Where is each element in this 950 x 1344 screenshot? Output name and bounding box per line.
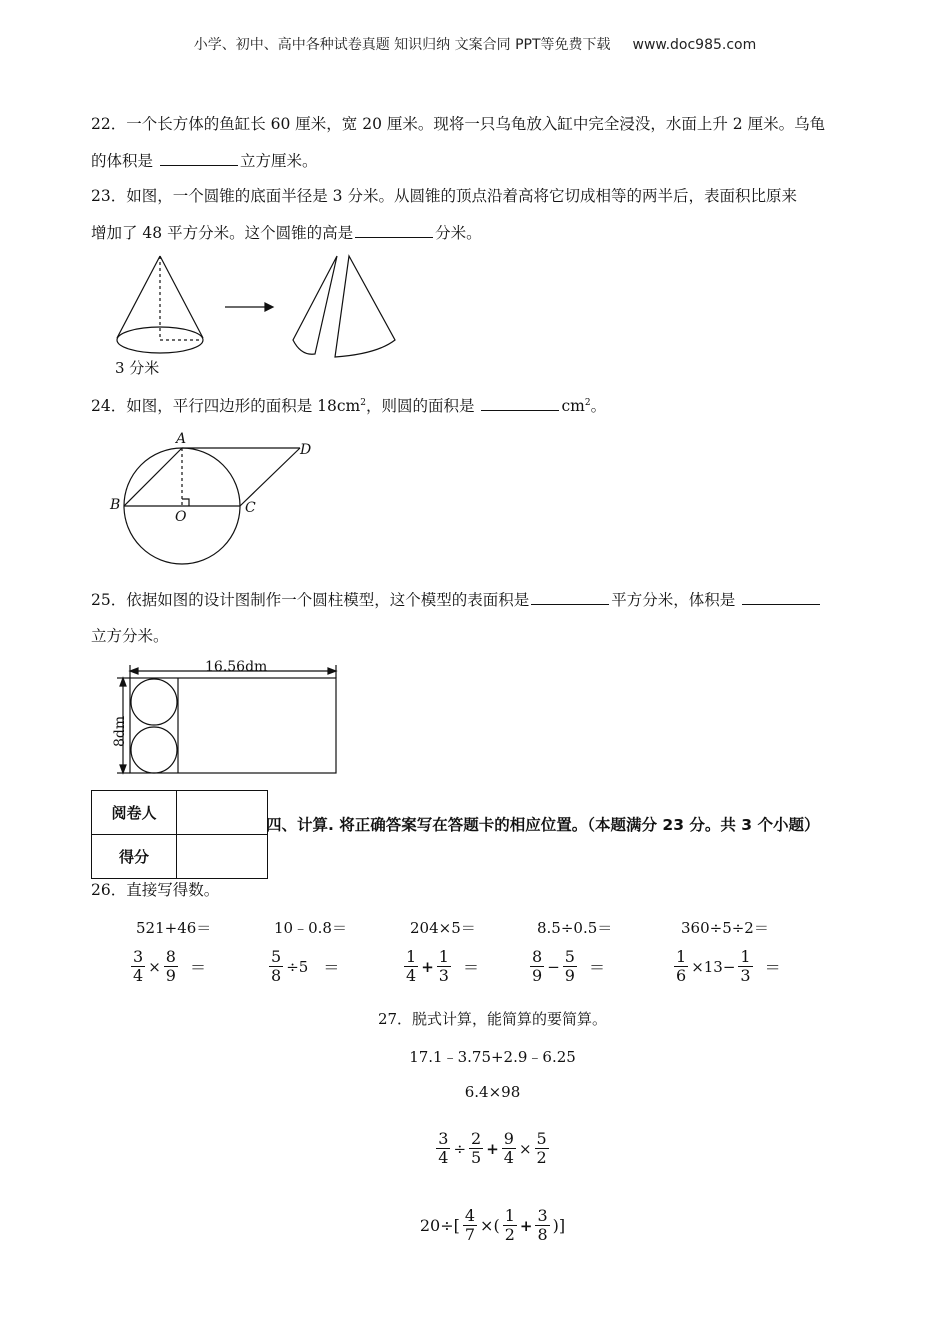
answer-blank-24[interactable] — [481, 396, 559, 411]
q27-expr-3: $\frac{3}{4}$ ÷ $\frac{2}{5}$ + $\frac{9}{4}$ × $\frac{5}{2}$ — [438, 1129, 547, 1167]
question-25-line1 — [91, 590, 822, 610]
dim-arrow-bottom — [120, 765, 126, 773]
label-B: B — [110, 497, 121, 513]
q24-end: 。 — [590, 397, 607, 416]
question-24 — [91, 393, 606, 416]
q26-item-4: 8.5÷0.5＝ — [537, 919, 613, 937]
question-26-title: 26．直接写得数。 — [91, 881, 220, 899]
q24-text: 24．如图，平行四边形的面积是 18cm — [91, 397, 361, 416]
q22-unit: 立方厘米。 — [239, 152, 318, 170]
answer-blank-25b[interactable] — [742, 590, 820, 605]
q24-sup: 2 — [360, 398, 366, 408]
cone-right-edge — [160, 256, 203, 338]
height-label: 8dm — [112, 715, 128, 747]
label-A: A — [176, 431, 187, 447]
q27-expr-4: 20÷[ $\frac{4}{7}$ ×( $\frac{1}{2}$ + $\frac{3}{8}$ )] — [419, 1206, 566, 1244]
side-CD — [240, 448, 300, 506]
right-angle-mark — [182, 499, 189, 506]
label-O: O — [175, 509, 187, 525]
q26-item-1: 521+46＝ — [136, 919, 212, 937]
page-header — [0, 34, 950, 54]
q26-item-9: $\frac{8}{9}$ − $\frac{5}{9}$ ＝ — [532, 947, 605, 985]
q24-text-b: ，则圆的面积是 — [366, 397, 475, 416]
width-label: 16.56dm — [205, 659, 268, 675]
reviewer-label: 阅卷人 — [92, 791, 177, 835]
net-circle-top — [131, 679, 177, 725]
net-rectangle — [130, 678, 336, 773]
q26-item-2: 10﹣0.8＝ — [274, 919, 347, 937]
q23-unit: 分米。 — [435, 224, 482, 242]
answer-blank-23[interactable] — [355, 223, 433, 238]
cone-left-edge — [117, 256, 160, 338]
q24-sup2: 2 — [584, 398, 591, 408]
q26-item-10: $\frac{1}{6}$ ×13− $\frac{1}{3}$ ＝ — [676, 947, 781, 985]
half-cone-right — [335, 256, 395, 357]
header-text: 小学、初中、高中各种试卷真题 知识归纳 文案合同 PPT等免费下载 — [193, 37, 611, 53]
q24-unit: cm — [561, 397, 585, 416]
q26-item-5: 360÷5÷2＝ — [681, 919, 769, 937]
reviewer-field[interactable] — [177, 791, 268, 835]
score-table — [91, 790, 268, 879]
q26-item-8: $\frac{1}{4}$ + $\frac{1}{3}$ ＝ — [406, 947, 479, 985]
label-C: C — [245, 500, 256, 516]
circle-parallelogram-figure — [105, 428, 335, 566]
q23-text: 增加了 48 平方分米。这个圆锥的高是 — [91, 224, 354, 242]
cone-figure — [105, 250, 425, 380]
q22-text: 的体积是 — [91, 152, 154, 170]
question-23-line2 — [91, 223, 482, 243]
half-cone-left — [293, 256, 337, 354]
dim-arrow-left — [130, 668, 138, 674]
arrow-head — [265, 303, 273, 311]
question-22-line1: 22．一个长方体的鱼缸长 60 厘米，宽 20 厘米。现将一只乌龟放入缸中完全浸没，水面上升 2 厘米。乌龟 — [91, 115, 826, 133]
q27-expr-2: 6.4×98 — [464, 1083, 521, 1101]
dim-arrow-top — [120, 678, 126, 686]
question-27-title: 27．脱式计算，能简算的要简算。 — [377, 1010, 608, 1028]
cone-radius-label: 3 分米 — [115, 359, 160, 377]
cylinder-net-figure — [108, 655, 343, 780]
answer-blank-22[interactable] — [160, 151, 238, 166]
header-url: www.doc985.com — [632, 37, 757, 53]
q25-text-b: 平方分米，体积是 — [611, 591, 736, 609]
q27-expr-1: 17.1﹣3.75+2.9﹣6.25 — [409, 1048, 576, 1066]
side-AB — [124, 448, 182, 506]
net-circle-bottom — [131, 727, 177, 773]
score-label: 得分 — [92, 835, 177, 879]
dim-arrow-right — [328, 668, 336, 674]
question-23-line1: 23．如图，一个圆锥的底面半径是 3 分米。从圆锥的顶点沿着高将它切成相等的两半后，表面积比原来 — [91, 187, 797, 205]
question-25-line2: 立方分米。 — [91, 627, 169, 645]
score-field[interactable] — [177, 835, 268, 879]
answer-blank-25a[interactable] — [531, 590, 609, 605]
q26-item-3: 204×5＝ — [410, 919, 476, 937]
question-22-line2 — [91, 151, 317, 171]
label-D: D — [300, 442, 312, 458]
q26-item-6: $\frac{3}{4}$ × $\frac{8}{9}$ ＝ — [133, 947, 206, 985]
q26-item-7: $\frac{5}{8}$ ÷5 ＝ — [271, 947, 340, 985]
section-4-title: 四、计算. 将正确答案写在答题卡的相应位置。（本题满分 23 分。共 3 个小题） — [266, 816, 820, 834]
q25-text: 25．依据如图的设计图制作一个圆柱模型，这个模型的表面积是 — [91, 591, 530, 609]
